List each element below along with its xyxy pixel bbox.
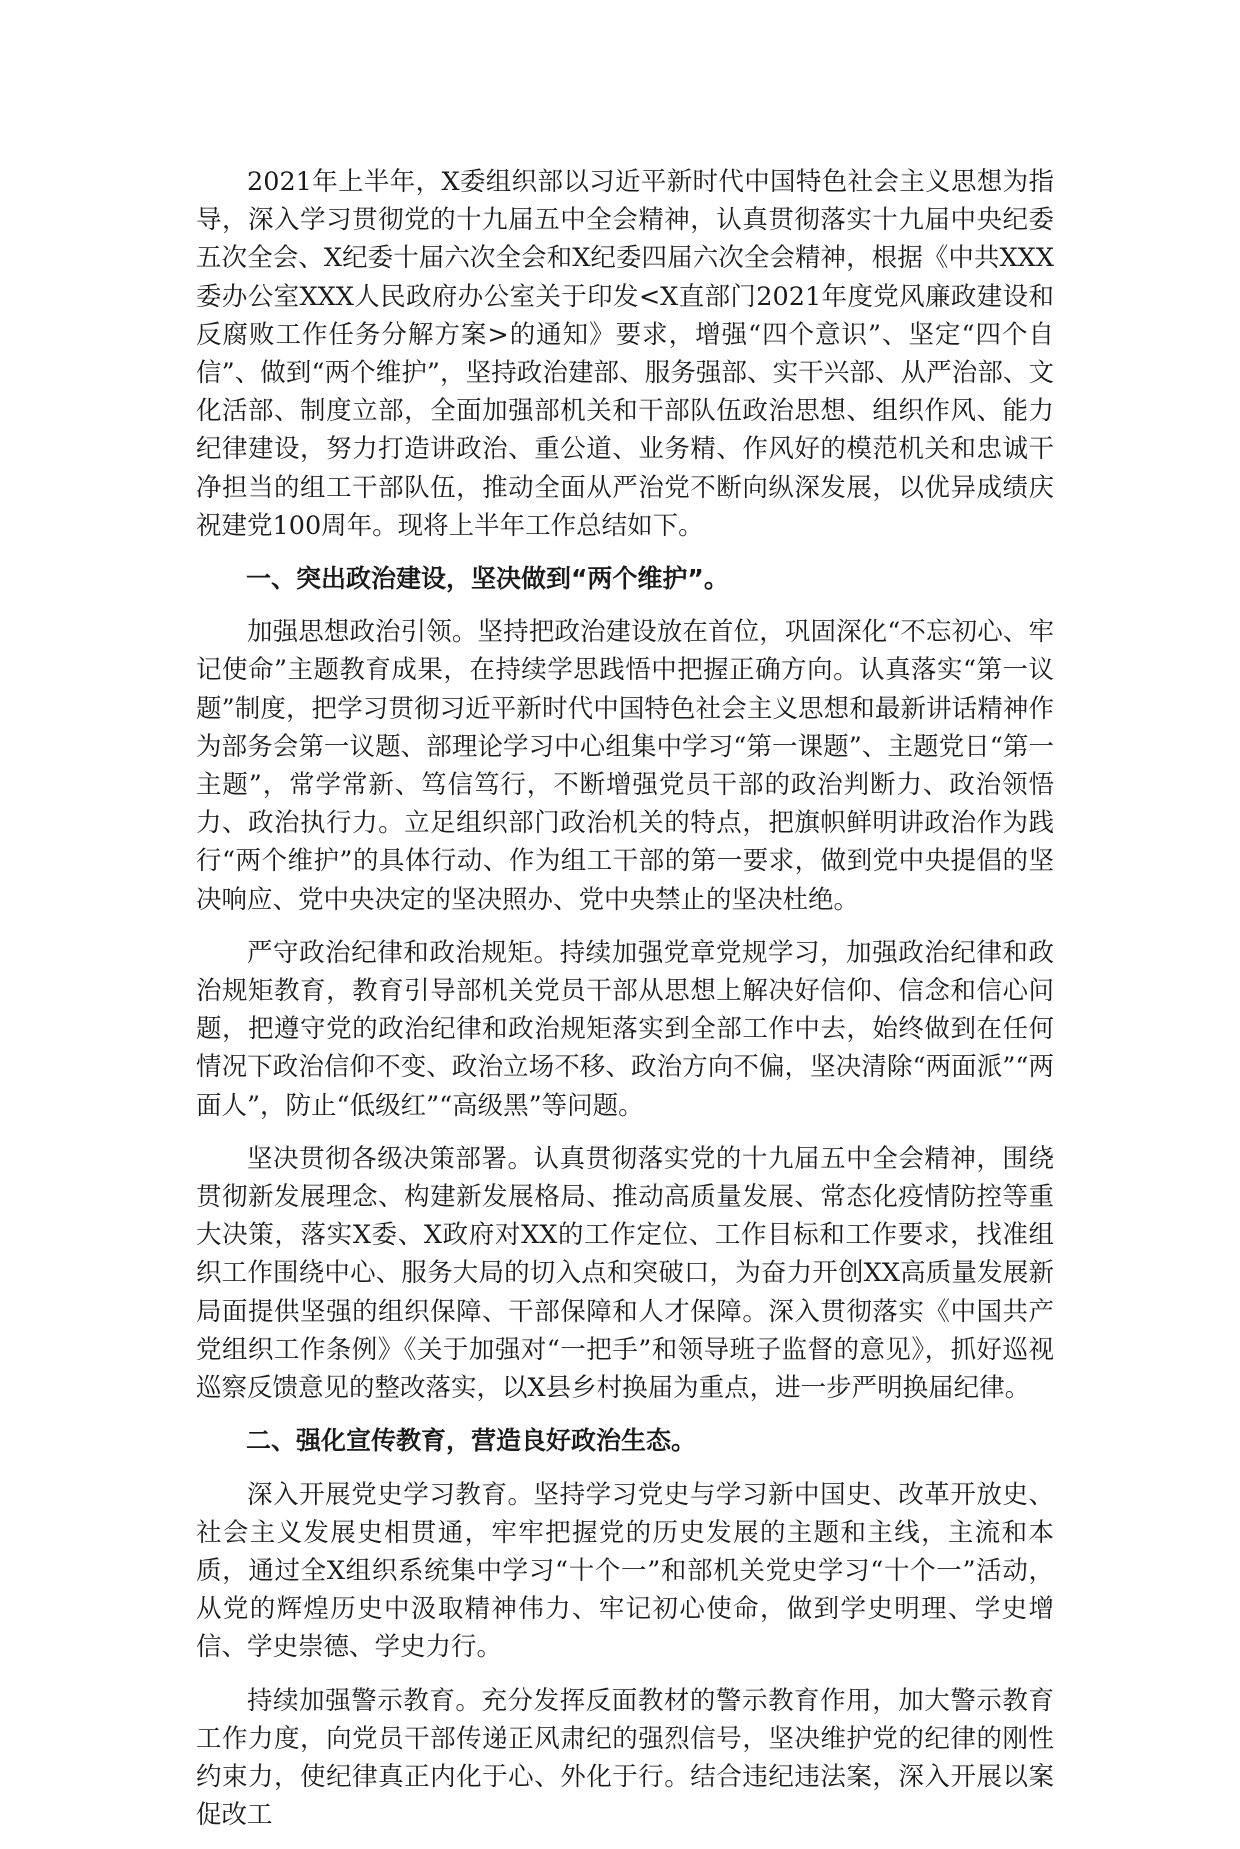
- document-body: [196, 163, 1054, 1849]
- section-heading-2: 二、强化宣传教育，营造良好政治生态。: [246, 1426, 697, 1456]
- section-heading-1: 一、突出政治建设，坚决做到“两个维护”。: [246, 564, 729, 594]
- paragraph-decision-implementation: 坚决贯彻各级决策部署。认真贯彻落实党的十九届五中全会精神，围绕贯彻新发展理念、构建新发展格局、推动高质量发展、常态化疫情防控等重大决策，落实X委、X政府对XX的工作定位、工作目标和工作要求，找准组织工作围绕中心、服务大局的切入点和突破口，为奋力开创XX高质量发展新局面提供坚强的组织保障、干部保障和人才保障。深入贯彻落实《中国共产党组织工作条例》《关于加强对“一把手”和领导班子监督的意见》，抓好巡视巡察反馈意见的整改落实，以X县乡村换届为重点，进一步严明换届纪律。: [196, 1143, 1054, 1404]
- paragraph-party-history: 深入开展党史学习教育。坚持学习党史与学习新中国史、改革开放史、社会主义发展史相贯通，牢牢把握党的历史发展的主题和主线，主流和本质，通过全X组织系统集中学习“十个一”和部机关党史学习“十个一”活动，从党的辉煌历史中汲取精神伟力、牢记初心使命，做到学史明理、学史增信、学史崇德、学史力行。: [196, 1479, 1054, 1663]
- intro-paragraph: 2021年上半年，X委组织部以习近平新时代中国特色社会主义思想为指导，深入学习贯彻党的十九届五中全会精神，认真贯彻落实十九届中央纪委五次全会、X纪委十届六次全会和X纪委四届六次全会精神，根据《中共XXX委办公室XXX人民政府办公室关于印发<X直部门2021年度党风廉政建设和反腐败工作任务分解方案>的通知》要求，增强“四个意识”、坚定“四个自信”、做到“两个维护”，坚持政治建部、服务强部、实干兴部、从严治部、文化活部、制度立部，全面加强部机关和干部队伍政治思想、组织作风、能力纪律建设，努力打造讲政治、重公道、业务精、作风好的模范机关和忠诚干净担当的组工干部队伍，推动全面从严治党不断向纵深发展，以优异成绩庆祝建党100周年。现将上半年工作总结如下。: [196, 167, 1054, 541]
- paragraph-political-discipline: 严守政治纪律和政治规矩。持续加强党章党规学习，加强政治纪律和政治规矩教育，教育引导部机关党员干部从思想上解决好信仰、信念和信心问题，把遵守党的政治纪律和政治规矩落实到全部工作中去，始终做到在任何情况下政治信仰不变、政治立场不移、政治方向不偏，坚决清除“两面派”“两面人”，防止“低级红”“高级黑”等问题。: [196, 937, 1054, 1121]
- paragraph-warning-education: 持续加强警示教育。充分发挥反面教材的警示教育作用，加大警示教育工作力度，向党员干部传递正风肃纪的强烈信号，坚决维护党的纪律的刚性约束力，使纪律真正内化于心、外化于行。结合违纪违法案，深入开展以案促改工: [196, 1685, 1054, 1831]
- paragraph-political-guidance: 加强思想政治引领。坚持把政治建设放在首位，巩固深化“不忘初心、牢记使命”主题教育成果，在持续学思践悟中把握正确方向。认真落实“第一议题”制度，把学习贯彻习近平新时代中国特色社会主义思想和最新讲话精神作为部务会第一议题、部理论学习中心组集中学习“第一课题”、主题党日“第一主题”，常学常新、笃信笃行，不断增强党员干部的政治判断力、政治领悟力、政治执行力。立足组织部门政治机关的特点，把旗帜鲜明讲政治作为践行“两个维护”的具体行动、作为组工干部的第一要求，做到党中央提倡的坚决响应、党中央决定的坚决照办、党中央禁止的坚决杜绝。: [196, 617, 1054, 915]
